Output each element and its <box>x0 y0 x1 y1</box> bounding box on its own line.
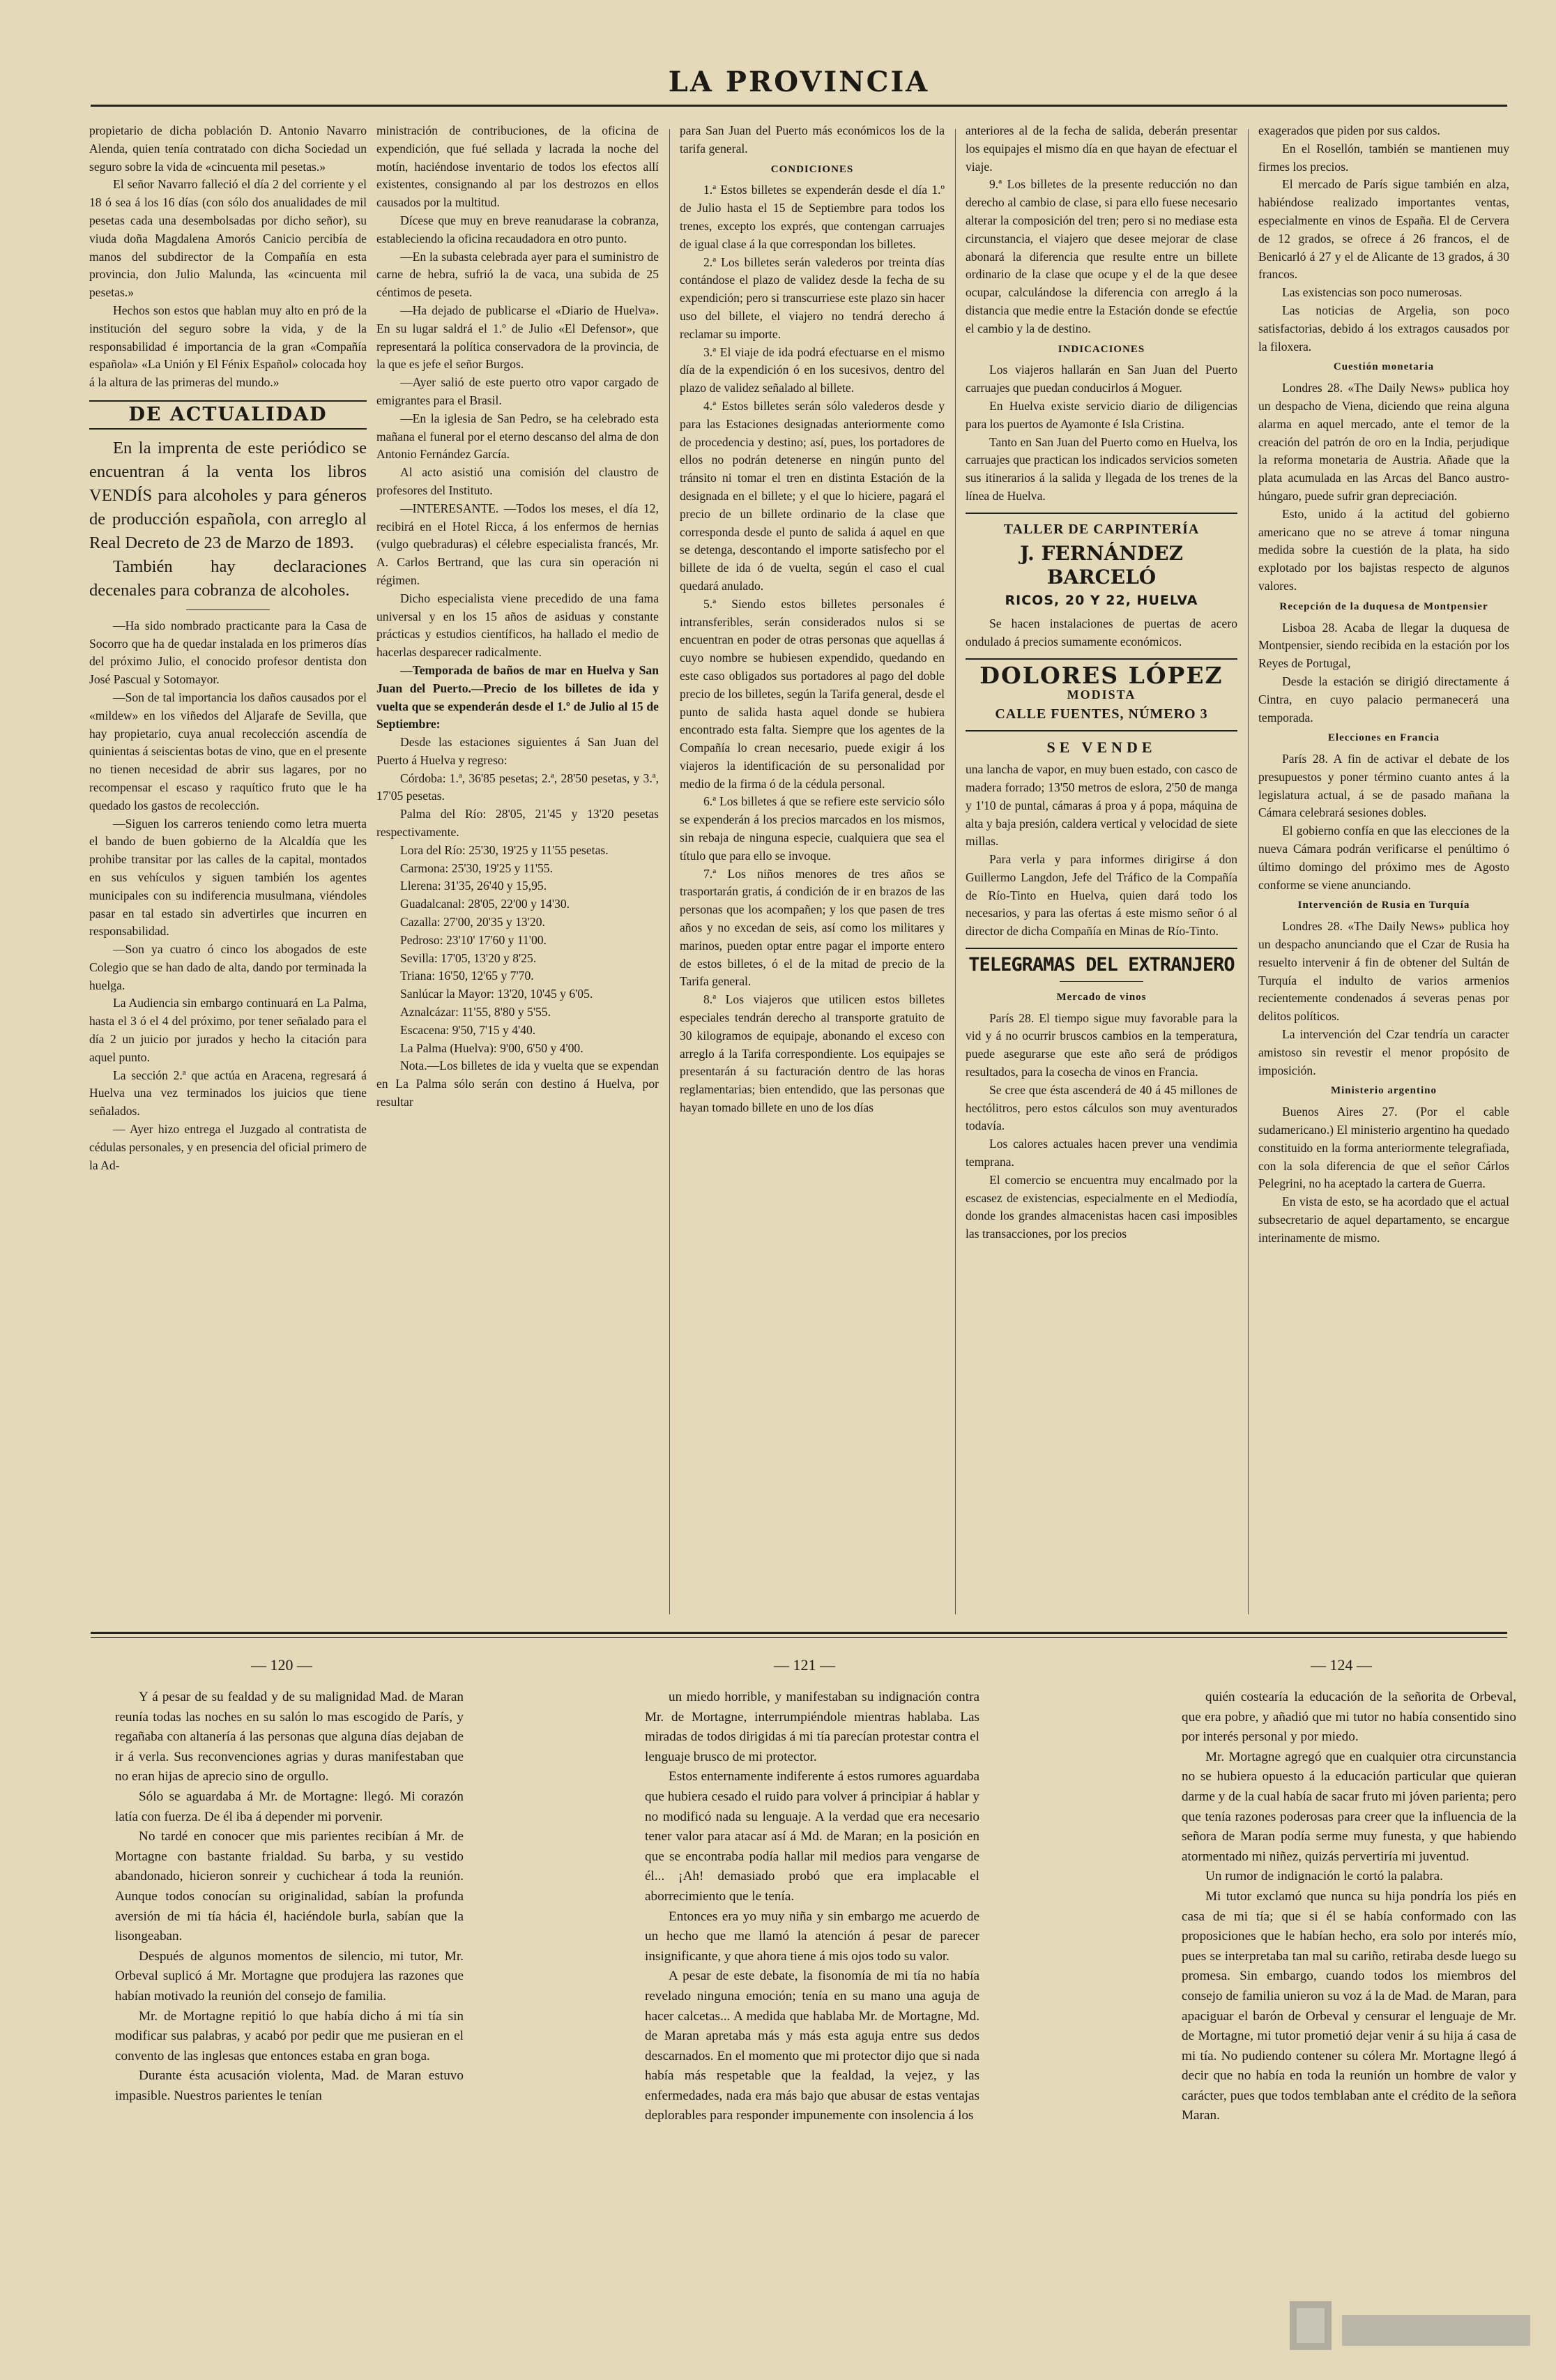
folletin-column-a <box>115 1688 464 2343</box>
paragraph: Lisboa 28. Acaba de llegar la duquesa de Montpensier, siendo recibida en la estación por los Reyes de Portugal, <box>1258 620 1509 671</box>
paragraph: Las existencias son poco numerosas. <box>1282 285 1463 300</box>
column-2 <box>376 122 659 1628</box>
news-item: —Son ya cuatro ó cinco los abogados de este Colegio que se han dado de alta, dando por terminada la huelga. <box>89 942 367 992</box>
folletin-paragraph: Durante ésta acusación violenta, Mad. de Maran estuvo impasible. Nuestros parientes le tenían <box>115 2068 464 2103</box>
paragraph: En Huelva existe servicio diario de diligencias para los puertos de Ayamonte é Isla Cristina. <box>966 398 1237 431</box>
paragraph: París 28. El tiempo sigue muy favorable para la vid y á no ocurrir bruscos cambios en la temperatura, puede asegurarse que este año será de pródigos resultados, para la cosecha de vinos en Francia. <box>966 1010 1237 1079</box>
subheading: Cuestión monetaria <box>1333 361 1435 373</box>
paragraph: 6.ª Los billetes á que se refiere este servicio sólo se expenderán á los precios marcados en los mismos, sin rebaja de ninguna especie, cualquiera que sea el título que para ello se invoque. <box>680 794 945 863</box>
paragraph: El mercado de París sigue también en alza, habiéndose realizado importantes ventas, especialmente en vinos de España. El de Cervera de 12 grados, se ofrece á 26 francos, el de Benicarló á 27 y el de Alicante de 13 grados, á 30 francos. <box>1258 177 1509 282</box>
paragraph: Los calores actuales hacen prever una vendimia temprana. <box>966 1137 1237 1169</box>
section-title: DE ACTUALIDAD <box>89 400 367 430</box>
folio-number: — 124 — <box>1311 1656 1372 1674</box>
newspaper-masthead: LA PROVINCIA <box>668 66 930 98</box>
paragraph: ministración de contribuciones, de la oficina de expendición, que fué sellada y lacrada la noche del motín, haciéndose inventario de todos los efectos allí existentes, consignando al par los destrozos en ellos causados por la multitud. <box>376 123 659 210</box>
subheading: Elecciones en Francia <box>1327 732 1440 744</box>
paragraph: El señor Navarro falleció el día 2 del corriente y el 18 ó sea á los 16 días (con sólo dos anualidades de mil pesetas cada una desembolsadas por dicho señor), su viuda doña Magdalena Amorós Canicio percibía de manos del subdirector de la Compañía en esta provincia, don Julio Malunda, las «cincuenta mil pesetas.» <box>89 177 367 300</box>
news-item: —Siguen los carreros teniendo como letra muerta el bando de buen gobierno de la Alcaldía que les prohibe transitar por las calles de la capital, montados en sus vehículos y siguen también los agentes municipales con su indiferencia musulmana, viéndoles pasar en tal estado sin advertirles que incurren en responsabilidad. <box>89 816 367 939</box>
paragraph: 2.ª Los billetes serán valederos por treinta días contándose el plazo de validez desde la fecha de su expendición; pero si transcurriese este plazo sin hacer uso del billete, el viajero no tendrá derecho á reclamar su importe. <box>680 255 945 341</box>
divider <box>186 609 270 610</box>
folletin-paragraph: Y á pesar de su fealdad y de su malignidad Mad. de Maran reunía todas las noches en su salón lo mas escogido de París, y regañaba con altanería á las personas que alguna días dejaban de ir á verla. Sus reconvenciones agrias y duras manifestaban que no eran hijas de aprecio sino de orgullo. <box>115 1690 464 1784</box>
fare-item: Llerena: 31'35, 26'40 y 15,95. <box>400 879 547 893</box>
subheading: CONDICIONES <box>770 163 854 175</box>
paragraph: En el Rosellón, también se mantienen muy firmes los precios. <box>1258 141 1509 174</box>
ad-subtitle: MODISTA <box>1067 687 1136 702</box>
paragraph: anteriores al de la fecha de salida, deberán presentar los equipajes el mismo día en que hayan de efectuar el viaje. <box>966 123 1237 174</box>
folletin-paragraph: Mi tutor exclamó que nunca su hija pondría los piés en casa de mi tía; que si él se había conformado con las proposiciones que le habían hecho, era solo por interés mío, pues se interpretaba tan mal su cariño, retiraba desde luego su promesa. Sin embargo, cuando todos los miembros del consejo de familia unieron su voz á la de Mad. de Maran, para apaciguar el barón de Orbeval y censurar el lenguaje de Mr. de Mortagne, mi tutor prometió dejar venir á su hija á casa de mi tía. No pudiendo contener su cólera Mr. Mortagne llegó á decir que no había en toda la reunión un hombre de valor y carácter, pues que todos temblaban ante el crédito de la señora Maran. <box>1182 1888 1516 2123</box>
fare-item: Escacena: 9'50, 7'15 y 4'40. <box>400 1022 536 1037</box>
paragraph: En vista de esto, se ha acordado que el actual subsecretario de aquel departamento, se encargue interinamente de mismo. <box>1258 1195 1509 1245</box>
folletin-paragraph: A pesar de este debate, la fisonomía de mi tía no había revelado ninguna emoción; tenía en su mano una aguja de hacer calcetas... A medida que hablaba Mr. de Mortagne, Md. de Maran apretaba más y más esta aguja entre sus dedos descarnados. En el momento que mi protector dijo que si nada había más respetable que la fealdad, la vejez, y las enfermedades, nada era más bajo que abusar de estas ventajas deplorables para responder impunemente con insolencia á los <box>645 1969 979 2123</box>
news-item: —Ha sido nombrado practicante para la Casa de Socorro que ha de quedar instalada en los primeros días del próximo Julio, el conocido profesor dentista don José Pascual y Sotomayor. <box>89 618 367 687</box>
folletin-paragraph: Estos enternamente indiferente á estos rumores aguardaba que hubiera cesado el ruido para volver á principiar á hablar y no modificó nada su lenguaje. A la verdad que era necesario tener valor para atacar así á Md. de Maran; en la posición en que se encontraba podía hallar mil medios para vengarse de él... ¡Ah! demasiado probó que era implacable el aborrecimiento que le tenía. <box>645 1769 979 1904</box>
subheading: INDICACIONES <box>1058 343 1145 355</box>
page-header <box>91 61 1507 103</box>
ad-title: DOLORES LÓPEZ <box>979 661 1223 689</box>
news-item: La Audiencia sin embargo continuará en La Palma, hasta el 3 ó el 4 del próximo, por tener señalado para el día 2 un juicio por jurados y hecho la citación para aquel punto. <box>89 996 367 1064</box>
paragraph: La intervención del Czar tendría un caracter amistoso sin revestir el menor propósito de imposición. <box>1258 1027 1509 1077</box>
paragraph: Londres 28. «The Daily News» publica hoy un despacho de Viena, diciendo que reina alguna alarma en aquel mercado, ante el temor de la creación del patrón de oro en la India, perjudique la reforma monetaria de Austria. Añade que la plata acumulada en las Arcas del Banco austro-húngaro, puede sufrir gran depreciación. <box>1258 381 1509 503</box>
fare-item: Aznalcázar: 11'55, 8'80 y 5'55. <box>400 1005 551 1020</box>
ad-title: J. FERNÁNDEZ BARCELÓ <box>1019 541 1184 589</box>
archive-stamp-icon <box>1283 2287 1548 2357</box>
ad-text: Para verla y para informes dirigirse á don Guillermo Langdon, Jefe del Tráfico de la Compañía de Río-Tinto en Huelva, quien dará todo los necesarios, y para las ofertas á este mismo señor ó al director de dicha Compañía en Minas de Río-Tinto. <box>966 852 1237 939</box>
fare-list <box>376 770 659 1058</box>
folletin-column-b <box>645 1688 979 2343</box>
fare-item: La Palma (Huelva): 9'00, 6'50 y 4'00. <box>400 1040 584 1055</box>
column-4 <box>966 122 1237 1628</box>
fare-item: Palma del Río: 28'05, 21'45 y 13'20 pesetas respectivamente. <box>376 807 659 840</box>
paragraph: —Ayer salió de este puerto otro vapor cargado de emigrantes para el Brasil. <box>376 375 659 407</box>
subheading: Recepción de la duquesa de Montpensier <box>1279 600 1488 612</box>
divider <box>966 730 1237 732</box>
paragraph: Nota.—Los billetes de ida y vuelta que se expendan en La Palma sólo serán con destino á Huelva, por resultar <box>376 1059 659 1109</box>
paragraph: —Ha dejado de publicarse el «Diario de Huelva». En su lugar saldrá el 1.º de Julio «El Defensor», que representará la política conservadora de la provincia, de la que es jefe el señor Burgos. <box>376 303 659 372</box>
paragraph: Buenos Aires 27. (Por el cable sudamericano.) El ministerio argentino ha quedado constituido en la forma anteriormente telegrafiada, con la sola diferencia de que el señor Cárlos Pelegrini, no ha aceptado la cartera de Guerra. <box>1258 1105 1509 1191</box>
folletin-paragraph: Sólo se aguardaba á Mr. de Mortagne: llegó. Mi corazón latía con fuerza. De él iba á depender mi porvenir. <box>115 1789 464 1824</box>
paragraph: El gobierno confía en que las elecciones de la nueva Cámara podrán verificarse el penúltimo ó último domingo del próximo mes de Agosto conforme se viene anunciando. <box>1258 824 1509 892</box>
paragraph: Al acto asistió una comisión del claustro de profesores del Instituto. <box>376 465 659 497</box>
ad-title: SE VENDE <box>1046 738 1157 757</box>
paragraph: Dícese que muy en breve reanudarase la cobranza, estableciendo la oficina recaudadora en otro punto. <box>376 213 659 245</box>
paragraph: 1.ª Estos billetes se expenderán desde el día 1.º de Julio hasta el 15 de Septiembre para todos los trenes, excepto los exprés, que contengan carruajes de igual clase á la que correspondan los billetes. <box>680 183 945 251</box>
paragraph: Londres 28. «The Daily News» publica hoy un despacho anunciando que el Czar de Rusia ha resuelto intervenir á fin de obtener del Sultán de Turquía el indulto de varios armenios recientemente condenados á severas penas por delitos políticos. <box>1258 919 1509 1024</box>
folletin-paragraph: Mr. de Mortagne repitió lo que había dicho á mi tía sin modificar sus palabras, y acabó por pedir que me pusieran en el convento de las inglesas que entonces estaba en gran boga. <box>115 2008 464 2063</box>
paragraph: El comercio se encuentra muy encalmado por la escasez de existencias, especialmente en el Mediodía, donde los grandes almacenistas hacen casi imposibles las transacciones, por los precios <box>966 1172 1237 1241</box>
paragraph: Desde la estación se dirigió directamente á Cintra, en cuyo palacio permanecerá una temporada. <box>1258 674 1509 725</box>
paragraph: 3.ª El viaje de ida podrá efectuarse en el mismo día de la expendición ó en los sucesivos, dentro del plazo de validez señalado al billete. <box>680 344 945 395</box>
fare-item: Triana: 16'50, 12'65 y 7'70. <box>400 969 534 983</box>
paragraph: 5.ª Siendo estos billetes personales é intransferibles, serán considerados nulos si se encuentran en poder de otras personas que aquellas á cuyo nombre se hubiesen expendido, quedando en este caso obligados sus portadores al pago del doble precio de los billetes, según la Tarifa general, desde el punto de salida hasta aquel donde se hubiera encontrado esta falta. Siempre que los agentes de la Compañía lo crean necesario, puede exigir á los viajeros la identificación de su personalidad por medio de la firma ó de la cédula personal. <box>680 596 945 791</box>
paragraph: —INTERESANTE. —Todos los meses, el día 12, recibirá en el Hotel Ricca, á los enfermos de hernias (vulgo quebraduras) el célebre especialista francés, Mr. A. Carlos Bertrand, que las cura sin operación ni régimen. <box>376 501 659 587</box>
divider <box>966 513 1237 514</box>
advertisement-se-vende <box>966 738 1237 941</box>
ad-label: TALLER DE CARPINTERÍA <box>1003 521 1200 537</box>
header-rule <box>91 105 1507 107</box>
column-5 <box>1258 122 1509 1628</box>
notice-paragraph: En la imprenta de este periódico se encuentran á la venta los libros VENDÍS para alcoholes y para géneros de producción española, con arreglo al Real Decreto de 23 de Marzo de 1893. <box>89 438 367 552</box>
divider <box>966 658 1237 660</box>
column-separator <box>1248 129 1249 1614</box>
fare-item: Córdoba: 1.ª, 36'85 pesetas; 2.ª, 28'50 pesetas, y 3.ª, 17'05 pesetas. <box>376 771 659 803</box>
news-item: —Son de tal importancia los daños causados por el «mildew» en los viñedos del Aljarafe de Sevilla, que hay propietario, cuya anual recolección ascendía de quinientas á seiscientas botas de vino, que en el presente no tienen necesidad de abrir sus lagares, por no recompensar el escaso y raquítico fruto que le ha quedado los gastos de recolección. <box>89 690 367 812</box>
folletin-paragraph: quién costearía la educación de la señorita de Orbeval, que era pobre, y añadió que mi tutor no había consentido sino por interés personal y por miedo. <box>1182 1690 1516 1745</box>
folletin-paragraph: Un rumor de indignación le cortó la palabra. <box>1205 1869 1443 1884</box>
folio-number: — 120 — <box>251 1656 312 1674</box>
paragraph: 9.ª Los billetes de la presente reducción no dan derecho al cambio de clase, si para ello fuese necesario alterar la composición del tren; pero si no mediase esta circunstancia, el viajero que desee mejorar de clase abonará la diferencia que resulte entre un billete ordinario de la clase que ocupe y el de la que desee ocupar, calculándose la diferencia con arreglo á la distancia que medie entre la Estación donde se efectúe el cambio y la de destino. <box>966 177 1237 335</box>
paragraph: Tanto en San Juan del Puerto como en Huelva, los carruajes que practican los indicados servicios someten sus itinerarios á la salida y llegada de los trenes de la línea de Huelva. <box>966 434 1237 503</box>
folletin-paragraph: No tardé en conocer que mis parientes recibían á Mr. de Mortagne con bastante frialdad. Su barba, y su vestido abandonado, hicieron sonreir y cuchichear á toda la reunión. Aunque todos conocían su originalidad, sabían la profunda aversión de mi tía hácia él, haciéndole burla, sabían que la lisongeaban. <box>115 1829 464 1944</box>
paragraph: propietario de dicha población D. Antonio Navarro Alenda, quien tenía contratado con dicha Sociedad un seguro sobre la vida de «cincuenta mil pesetas.» <box>89 123 367 174</box>
subheading: Ministerio argentino <box>1330 1085 1437 1097</box>
paragraph: 7.ª Los niños menores de tres años se trasportarán gratis, á condición de ir en brazos de las personas que los acompañen; y los que pasen de tres años y no excedan de seis, así como los militares y marinos, pueden optar entre pagar el importe entero de estos billetes, ó el de la mitad de precio de la Tarifa general. <box>680 866 945 989</box>
folletin-rule <box>91 1632 1507 1634</box>
fare-item: Cazalla: 27'00, 20'35 y 13'20. <box>400 915 545 930</box>
paragraph: Se cree que ésta ascenderá de 40 á 45 millones de hectólitros, pero estos cálculos son muy aventurados todavía. <box>966 1082 1237 1133</box>
fare-item: Sanlúcar la Mayor: 13'20, 10'45 y 6'05. <box>400 987 593 1001</box>
column-3 <box>680 122 945 1628</box>
advertisement-carpinteria <box>966 521 1237 651</box>
ad-address: RICOS, 20 Y 22, HUELVA <box>1005 592 1198 608</box>
folletin-rule <box>91 1637 1507 1638</box>
paragraph: Hechos son estos que hablan muy alto en pró de la institución del seguro sobre la vida, y de la responsabilidad é importancia de la gran «Compañía española» «La Unión y El Fénix Español» colocada hoy á la altura de las primeras del mundo.» <box>89 303 367 390</box>
subheading: Intervención de Rusia en Turquía <box>1297 900 1470 911</box>
fare-item: Guadalcanal: 28'05, 22'00 y 14'30. <box>400 897 570 911</box>
paragraph: 8.ª Los viajeros que utilicen estos billetes especiales tendrán derecho al transporte gratuito de 30 kilogramos de equipaje, abonando el exceso con arreglo á la Tarifa correspondiente. Los equipajes se presentarán á su facturación dentro de las horas reglamentarias; bien entendido, que las personas que hayan tomado billete en uno de los días <box>680 992 945 1115</box>
fare-item: Lora del Río: 25'30, 19'25 y 11'55 pesetas. <box>400 842 609 857</box>
paragraph: París 28. A fin de activar el debate de los presupuestos y poner término cuanto antes á la legislatura actual, á se de pasado mañana la Cámara celebrará sesiones dobles. <box>1258 752 1509 820</box>
fare-item: Carmona: 25'30, 19'25 y 11'55. <box>400 861 553 875</box>
column-separator <box>669 129 670 1614</box>
ad-address: CALLE FUENTES, NÚMERO 3 <box>995 706 1208 722</box>
paragraph: Desde las estaciones siguientes á San Juan del Puerto á Huelva y regreso: <box>376 735 659 767</box>
divider <box>1060 981 1143 982</box>
paragraph: 4.ª Estos billetes serán sólo valederos desde y para las Estaciones designadas anteriormente como de procedencia y destino; así, pues, los portadores de ellos no podrán detenerse en ningún punto del tránsito ni tomar el tren en distinta Estación de la designada en el billete; y el que lo hiciere, pagará el precio de un billete ordinario de la clase que corresponda desde el punto de salida á aquel en que se detenga, descontando el importe satisfecho por el billete de ida ó de vuelta, según el caso el cual quedará anulado. <box>680 398 945 593</box>
divider <box>966 948 1237 949</box>
column-1 <box>89 122 367 1628</box>
section-title: TELEGRAMAS DEL EXTRANJERO <box>968 954 1235 976</box>
news-item: — Ayer hizo entrega el Juzgado al contratista de cédulas personales, y en presencia del oficial primero de la Ad- <box>89 1122 367 1172</box>
paragraph: para San Juan del Puerto más económicos los de la tarifa general. <box>680 123 945 156</box>
paragraph: —En la iglesia de San Pedro, se ha celebrado esta mañana el funeral por el eterno descanso del alma de don Antonio Fernández García. <box>376 411 659 462</box>
paragraph: Los viajeros hallarán en San Juan del Puerto carruajes que puedan conducirlos á Moguer. <box>966 363 1237 395</box>
subheading: Mercado de vinos <box>1056 991 1147 1003</box>
paragraph: exagerados que piden por sus caldos. <box>1258 123 1440 137</box>
fare-item: Pedroso: 23'10' 17'60 y 11'00. <box>400 932 547 947</box>
paragraph: Las noticias de Argelia, son poco satisfactorias, debido á los extragos causados por la filoxera. <box>1258 303 1509 354</box>
paragraph: —En la subasta celebrada ayer para el suministro de carne de hebra, sufrió la de vaca, una subida de 25 céntimos de peseta. <box>376 249 659 300</box>
fare-item: Sevilla: 17'05, 13'20 y 8'25. <box>400 950 537 965</box>
folletin-paragraph: Mr. Mortagne agregó que en cualquier otra circunstancia no se hubiera opuesto á la educación particular que quieran darme y de la cual había de sacar fruto mi jóven parienta; pero que tenía razones poderosas para creer que la influencia de la señora de Maran podía serme muy funesta, y que habiendo atormentado mi niñez, quizás pervertiría mi juventud. <box>1182 1749 1516 1864</box>
news-item: La sección 2.ª que actúa en Aracena, regresará á Huelva una vez terminados los juicios que tiene señalados. <box>89 1068 367 1119</box>
folletin-paragraph: Después de algunos momentos de silencio, mi tutor, Mr. Orbeval suplicó á Mr. Mortagne que produjera las razones que habían motivado la reunión del consejo de familia. <box>115 1948 464 2003</box>
folio-number: — 121 — <box>774 1656 835 1674</box>
notice-box <box>89 437 367 602</box>
paragraph: Esto, unido á la actitud del gobierno americano que no se atreve á tomar ninguna medida sobre la cuestión de la plata, ha sido explotado por los bajistas respecto de algunos valores. <box>1258 506 1509 593</box>
advertisement-modista <box>966 661 1237 723</box>
paragraph: Dicho especialista viene precedido de una fama universal y en los 15 años de asiduas y constante prácticas y estudios científicos, ha hallado el medio de hacerlas desparecer radicalmente. <box>376 591 659 660</box>
folletin-column-c <box>1182 1688 1516 2343</box>
paragraph: —Temporada de baños de mar en Huelva y San Juan del Puerto.—Precio de los billetes de ida y vuelta que se expenderán desde el 1.º de Julio al 15 de Septiembre: <box>376 662 659 732</box>
ad-text: Se hacen instalaciones de puertas de acero ondulado á precios sumamente económicos. <box>966 616 1237 649</box>
ad-text: una lancha de vapor, en muy buen estado, con casco de madera forrado; 13'50 metros de eslora, 2'50 de manga y 1'10 de puntal, cámaras á proa y á popa, máquina de alta y baja presión, caldera vertical y velocidad de siete millas. <box>966 762 1237 849</box>
folletin-paragraph: un miedo horrible, y manifestaban su indignación contra Mr. de Mortagne, interrumpiéndole mientras hablaba. Las miradas de todos dirigidas á mi tía parecían protestar contra el lenguaje brusco de mi protector. <box>645 1690 979 1764</box>
column-separator <box>955 129 956 1614</box>
notice-paragraph: También hay declaraciones decenales para cobranza de alcoholes. <box>89 556 367 600</box>
folletin-paragraph: Entonces era yo muy niña y sin embargo me acuerdo de un hecho que me llamó la atención á pesar de parecer insignificante, y que ahora tiene á mis ojos todo su valor. <box>645 1909 979 1964</box>
